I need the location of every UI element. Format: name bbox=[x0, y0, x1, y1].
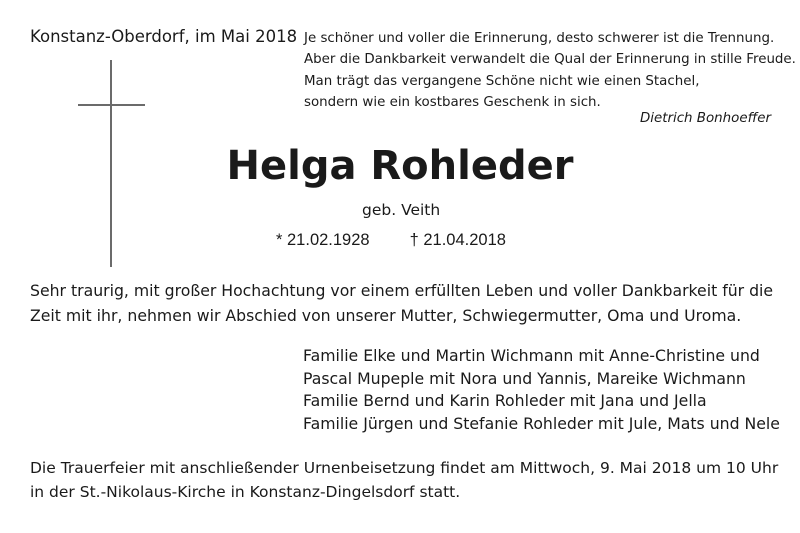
family-line: Familie Bernd und Karin Rohleder mit Jana und Jella bbox=[303, 391, 707, 410]
birth-date: * 21.02.1928 bbox=[276, 231, 370, 249]
mourning-line: Sehr traurig, mit großer Hochachtung vor einem erfüllten Leben und voller Dankbarkeit für die bbox=[30, 281, 774, 300]
family-line: Familie Jürgen und Stefanie Rohleder mit Jule, Mats und Nele bbox=[303, 413, 780, 433]
deceased-name: Helga Rohleder bbox=[226, 143, 574, 189]
family-line: Pascal Mupeple mit Nora und Yannis, Mareike Wichmann bbox=[303, 368, 746, 388]
family-line: Familie Elke und Martin Wichmann mit Anne-Christine und bbox=[303, 346, 760, 365]
mourning-line: Zeit mit ihr, nehmen wir Abschied von unserer Mutter, Schwiegermutter, Oma und Uroma. bbox=[30, 306, 742, 325]
death-date: † 21.04.2018 bbox=[409, 231, 506, 249]
quote-line: sondern wie ein kostbares Geschenk in sich. bbox=[304, 94, 601, 110]
quote bbox=[304, 28, 796, 113]
quote-line: Aber die Dankbarkeit verwandelt die Qual der Erinnerung in stille Freude. bbox=[304, 52, 796, 68]
service-line: in der St.-Nikolaus-Kirche in Konstanz-Dingelsdorf statt. bbox=[30, 482, 461, 501]
birth-name: geb. Veith bbox=[362, 201, 441, 219]
quote-line: Man trägt das vergangene Schöne nicht wie einen Stachel, bbox=[304, 73, 700, 89]
quote-author: Dietrich Bonhoeffer bbox=[639, 111, 771, 126]
place-date: Konstanz-Oberdorf, im Mai 2018 bbox=[30, 27, 298, 46]
mourning-text bbox=[30, 278, 773, 328]
service-line: Die Trauerfeier mit anschließender Urnenbeisetzung findet am Mittwoch, 9. Mai 2018 um 10 Uhr bbox=[30, 459, 779, 477]
cross-horizontal-bar bbox=[78, 104, 145, 106]
family-list bbox=[303, 345, 780, 435]
quote-line: Je schöner und voller die Erinnerung, desto schwerer ist die Trennung. bbox=[304, 31, 775, 46]
life-dates bbox=[276, 231, 506, 250]
service-info bbox=[30, 457, 778, 504]
